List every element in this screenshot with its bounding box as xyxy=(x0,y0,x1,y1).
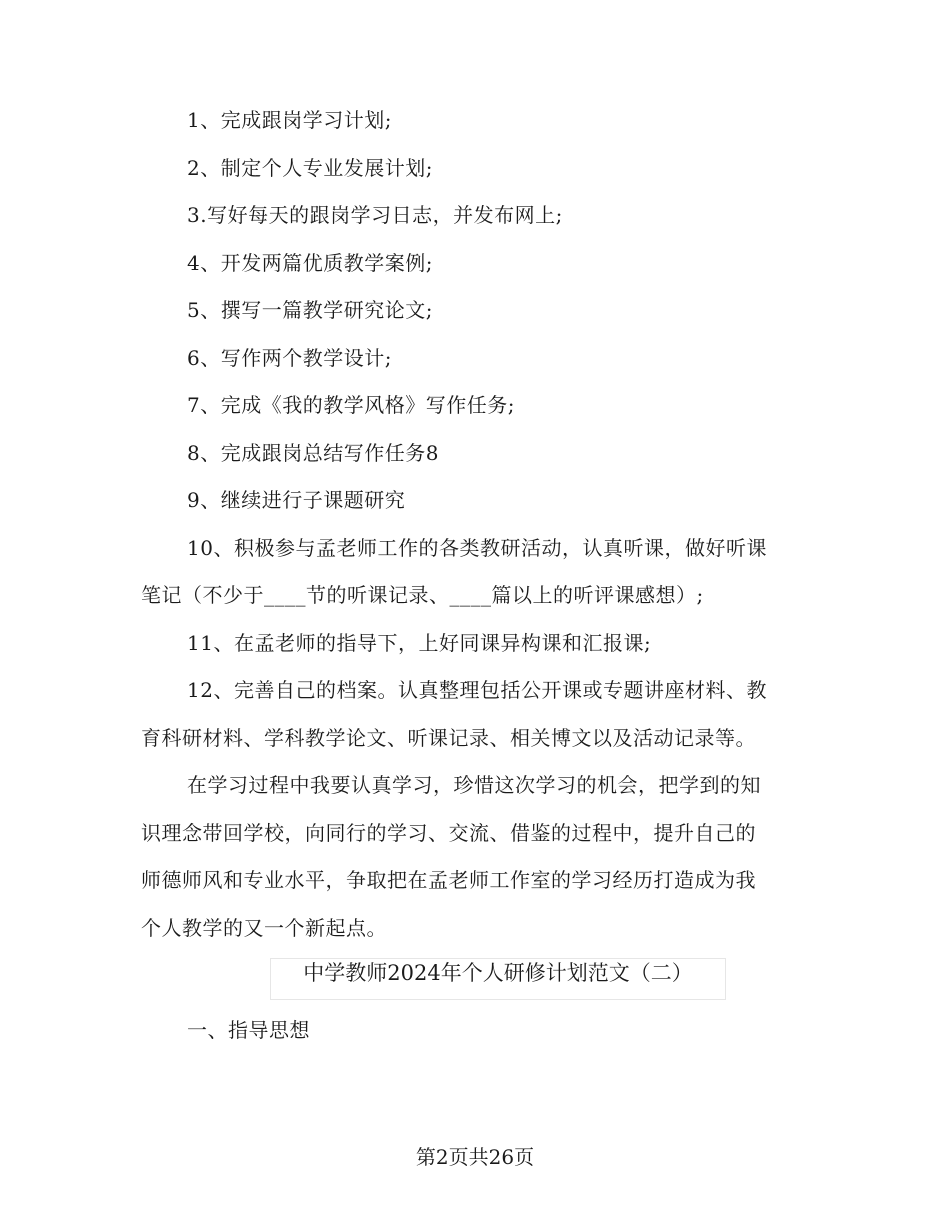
section-title: 中学教师2024年个人研修计划范文（二） xyxy=(303,961,693,985)
list-item: 1、完成跟岗学习计划; xyxy=(187,108,392,132)
page-footer: 第2页共26页 xyxy=(415,1145,535,1169)
list-item: 8、完成跟岗总结写作任务8 xyxy=(187,441,439,465)
list-item: 2、制定个人专业发展计划; xyxy=(187,156,433,180)
list-item-12-line2: 育科研材料、学科教学论文、听课记录、相关博文以及活动记录等。 xyxy=(141,726,756,750)
closing-paragraph-line3: 师德师风和专业水平，争取把在孟老师工作室的学习经历打造成为我 xyxy=(141,868,756,892)
list-item-10-line2: 笔记（不少于____节的听课记录、____篇以上的听评课感想）; xyxy=(141,583,704,607)
list-item-11: 11、在孟老师的指导下，上好同课异构课和汇报课; xyxy=(187,631,652,655)
list-item: 3.写好每天的跟岗学习日志，并发布网上; xyxy=(187,203,563,227)
closing-paragraph-line4: 个人教学的又一个新起点。 xyxy=(141,916,387,940)
closing-paragraph-line2: 识理念带回学校，向同行的学习、交流、借鉴的过程中，提升自己的 xyxy=(141,821,756,845)
section-heading: 一、指导思想 xyxy=(187,1018,310,1042)
list-item-10-line1: 10、积极参与孟老师工作的各类教研活动，认真听课，做好听课 xyxy=(187,536,767,560)
list-item: 6、写作两个教学设计; xyxy=(187,346,392,370)
list-item: 9、继续进行子课题研究 xyxy=(187,488,406,512)
list-item-12-line1: 12、完善自己的档案。认真整理包括公开课或专题讲座材料、教 xyxy=(187,678,767,702)
list-item: 5、撰写一篇教学研究论文; xyxy=(187,298,433,322)
list-item: 7、完成《我的教学风格》写作任务; xyxy=(187,393,515,417)
closing-paragraph-line1: 在学习过程中我要认真学习，珍惜这次学习的机会，把学到的知 xyxy=(187,773,761,797)
list-item: 4、开发两篇优质教学案例; xyxy=(187,251,433,275)
